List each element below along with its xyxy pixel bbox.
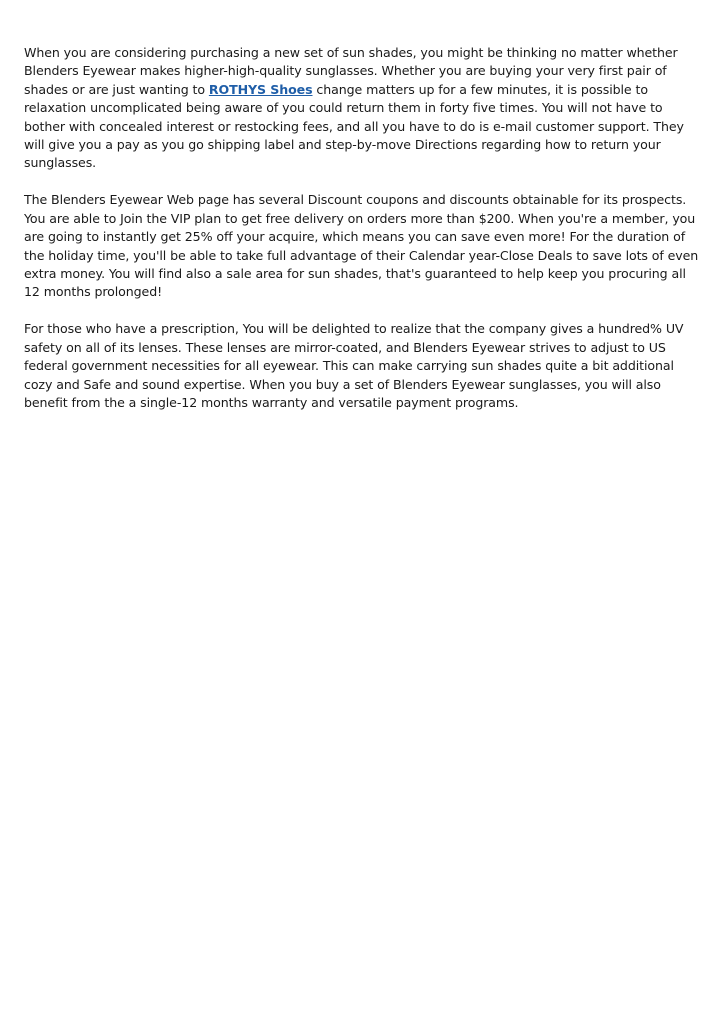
paragraph-2: The Blenders Eyewear Web page has several Discount coupons and discounts obtainable for its prospects. You are able to Join the VIP plan to get free delivery on orders more than $200. When you're a member, you are going to instantly get 25% off your acquire, which means you can save even more! For the duration of the holiday time, you'll be able to take full advantage of their Calendar year-Close Deals to save lots of even extra money. You will find also a sale area for sun shades, that's guaranteed to help keep you procuring all 12 months prolonged!	[24, 192, 699, 300]
paragraph-1-text-start: When you are considering purchasing a new set of sun shades, you might be thinking no matter whether Blenders Eyewear makes higher-high-quality sunglasses. Whether you are buying your very first pair of shades or are just wanting to	[24, 45, 678, 97]
document-body	[24, 44, 700, 431]
paragraph-1	[24, 44, 700, 173]
paragraph-3: For those who have a prescription, You will be delighted to realize that the company gives a hundred% UV safety on all of its lenses. These lenses are mirror-coated, and Blenders Eyewear strives to adjust to US federal government necessities for all eyewear. This can make carrying sun shades quite a bit additional cozy and Safe and sound expertise. When you buy a set of Blenders Eyewear sunglasses, you will also benefit from the a single-12 months warranty and versatile payment programs.	[24, 321, 684, 411]
rothys-shoes-link[interactable]: ROTHYS Shoes	[208, 81, 313, 97]
paragraph-1-text-end: change matters up for a few minutes, it is possible to relaxation uncomplicated being aware of you could return them in forty five times. You will not have to bother with concealed interest or restocking fees, and all you have to do is e-mail customer support. They will give you a pay as you go shipping label and step-by-move Directions regarding how to return your sunglasses.	[24, 81, 684, 171]
